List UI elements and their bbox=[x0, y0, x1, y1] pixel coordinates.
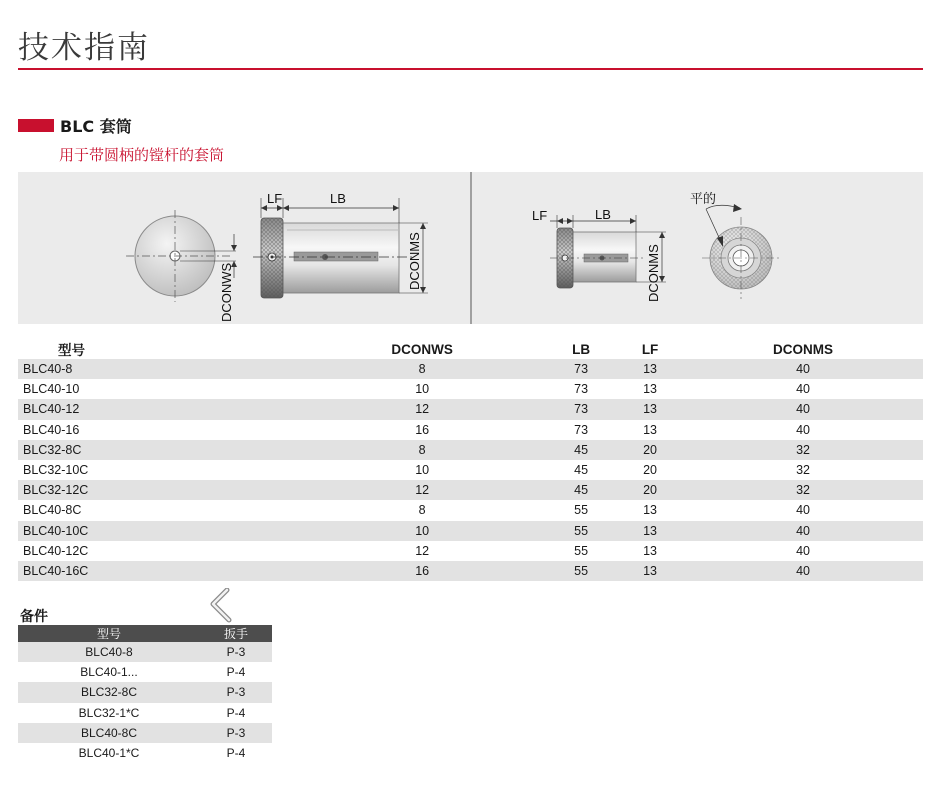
section-marker bbox=[18, 119, 54, 132]
spares-cell-model: BLC32-1*C bbox=[78, 705, 140, 720]
spares-cell-wrench: P-3 bbox=[226, 725, 246, 740]
spares-row bbox=[18, 703, 272, 723]
header-dconms: DCONMS bbox=[773, 341, 834, 357]
cell-dconms: 32 bbox=[796, 463, 810, 478]
page-title: 技术指南 bbox=[18, 30, 150, 66]
table-row bbox=[18, 379, 923, 399]
cell-model: BLC40-10 bbox=[23, 382, 80, 397]
cell-model: BLC32-10C bbox=[23, 463, 89, 478]
header-model: 型号 bbox=[58, 343, 85, 358]
cell-lb: 73 bbox=[574, 422, 589, 437]
spares-cell-model: BLC40-1*C bbox=[78, 746, 140, 761]
cell-model: BLC40-12C bbox=[23, 543, 89, 558]
cell-lf: 13 bbox=[643, 362, 658, 377]
cell-dconws: 12 bbox=[415, 483, 430, 498]
cell-model: BLC32-12C bbox=[23, 483, 89, 498]
spares-row bbox=[18, 723, 272, 743]
spares-cell-wrench: P-4 bbox=[226, 665, 246, 680]
section-title: BLC 套筒 bbox=[60, 116, 132, 136]
dconws-label: DCONWS bbox=[219, 262, 234, 322]
lb-label-right: LB bbox=[595, 207, 611, 222]
header-lf: LF bbox=[641, 341, 659, 357]
table-row bbox=[18, 440, 923, 460]
table-header-row bbox=[18, 339, 923, 359]
cell-model: BLC40-12 bbox=[23, 402, 80, 417]
spares-cell-wrench: P-3 bbox=[226, 685, 246, 700]
cell-dconws: 8 bbox=[418, 442, 426, 457]
spares-header-model: 型号 bbox=[18, 625, 200, 642]
cell-lf: 20 bbox=[643, 483, 658, 498]
cell-dconms: 40 bbox=[796, 422, 810, 437]
cell-lb: 45 bbox=[574, 463, 589, 478]
table-row bbox=[18, 399, 923, 419]
cell-lf: 13 bbox=[643, 543, 658, 558]
spares-cell-wrench: P-4 bbox=[226, 746, 246, 761]
cell-lf: 13 bbox=[643, 563, 658, 578]
spares-cell-model: BLC40-1... bbox=[80, 665, 138, 680]
cell-lf: 13 bbox=[643, 503, 658, 518]
cell-model: BLC40-16C bbox=[23, 563, 89, 578]
header-lb: LB bbox=[572, 341, 591, 357]
cell-model: BLC32-8C bbox=[23, 442, 82, 457]
dconms-label-left: DCONMS bbox=[407, 232, 422, 290]
lf-label-left: LF bbox=[267, 191, 283, 206]
spec-table bbox=[18, 339, 923, 581]
table-row bbox=[18, 480, 923, 500]
cell-dconws: 10 bbox=[415, 463, 430, 478]
cell-dconms: 40 bbox=[796, 503, 810, 518]
cell-lb: 55 bbox=[574, 543, 589, 558]
spares-row bbox=[18, 662, 272, 682]
cell-lb: 73 bbox=[574, 402, 589, 417]
cell-dconws: 10 bbox=[415, 382, 430, 397]
spares-cell-wrench: P-3 bbox=[226, 645, 246, 660]
cell-dconms: 40 bbox=[796, 402, 810, 417]
header-dconws: DCONWS bbox=[391, 341, 453, 357]
cell-dconms: 40 bbox=[796, 563, 810, 578]
table-row bbox=[18, 521, 923, 541]
spares-row bbox=[18, 743, 272, 763]
spares-title: 备件 bbox=[20, 609, 48, 625]
end-view-right bbox=[690, 191, 782, 299]
cell-lb: 73 bbox=[574, 382, 589, 397]
cell-dconms: 40 bbox=[796, 543, 810, 558]
cell-lf: 20 bbox=[643, 463, 658, 478]
spares-cell-model: BLC40-8C bbox=[80, 725, 137, 740]
table-row bbox=[18, 460, 923, 480]
flat-label: 平的 bbox=[690, 191, 717, 206]
cell-dconms: 40 bbox=[796, 523, 810, 538]
lf-label-right: LF bbox=[532, 208, 548, 223]
title-rule bbox=[18, 68, 923, 70]
spares-header-wrench: 扳手 bbox=[200, 625, 272, 642]
cell-dconws: 16 bbox=[415, 422, 430, 437]
end-view-left bbox=[126, 210, 237, 322]
cell-model: BLC40-8 bbox=[23, 362, 73, 377]
spares-cell-model: BLC32-8C bbox=[80, 685, 137, 700]
spares-row bbox=[18, 682, 272, 702]
cell-dconws: 12 bbox=[415, 402, 430, 417]
cell-lb: 55 bbox=[574, 503, 589, 518]
cell-dconws: 8 bbox=[418, 503, 426, 518]
cell-lb: 45 bbox=[574, 442, 589, 457]
cell-lb: 55 bbox=[574, 563, 589, 578]
section-header bbox=[18, 115, 132, 135]
dconms-label-right: DCONMS bbox=[646, 244, 661, 302]
spares-cell-model: BLC40-8 bbox=[85, 645, 133, 660]
spares-table bbox=[18, 625, 272, 763]
spares-row bbox=[18, 642, 272, 662]
hex-wrench-icon bbox=[205, 588, 235, 624]
cell-dconms: 40 bbox=[796, 362, 810, 377]
section-subtitle: 用于带圆柄的镗杆的套筒 bbox=[59, 146, 225, 164]
table-row bbox=[18, 561, 923, 581]
cell-dconms: 32 bbox=[796, 442, 810, 457]
cell-dconms: 40 bbox=[796, 382, 810, 397]
spares-header-row bbox=[18, 625, 272, 642]
side-view-left bbox=[253, 191, 428, 298]
cell-dconms: 32 bbox=[796, 483, 810, 498]
table-row bbox=[18, 500, 923, 520]
side-view-right bbox=[532, 207, 666, 302]
cell-lf: 20 bbox=[643, 442, 658, 457]
cell-model: BLC40-16 bbox=[23, 422, 80, 437]
table-row bbox=[18, 359, 923, 379]
cell-lf: 13 bbox=[643, 402, 658, 417]
cell-lf: 13 bbox=[643, 422, 658, 437]
table-row bbox=[18, 420, 923, 440]
cell-lf: 13 bbox=[643, 382, 658, 397]
cell-dconws: 10 bbox=[415, 523, 430, 538]
lb-label-left: LB bbox=[330, 191, 346, 206]
technical-diagram bbox=[18, 172, 923, 324]
spares-cell-wrench: P-4 bbox=[226, 705, 246, 720]
cell-model: BLC40-8C bbox=[23, 503, 82, 518]
cell-dconws: 8 bbox=[418, 362, 426, 377]
cell-model: BLC40-10C bbox=[23, 523, 89, 538]
table-row bbox=[18, 541, 923, 561]
cell-dconws: 12 bbox=[415, 543, 430, 558]
cell-lb: 55 bbox=[574, 523, 589, 538]
cell-lb: 73 bbox=[574, 362, 589, 377]
cell-dconws: 16 bbox=[415, 563, 430, 578]
cell-lb: 45 bbox=[574, 483, 589, 498]
cell-lf: 13 bbox=[643, 523, 658, 538]
